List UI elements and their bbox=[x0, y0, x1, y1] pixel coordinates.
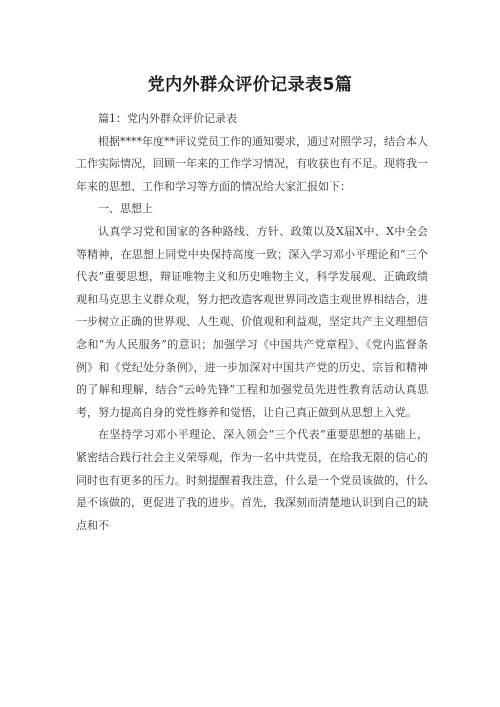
body-paragraph: 认真学习党和国家的各种路线、方针、政策以及X届X中、X中全会等精神，在思想上同党中央保持高度一致；深入学习邓小平理论和“三个代表”重要思想，辩证唯物主义和历史唯物主义，科学发展观、正确政绩观和马克思主义群众观，努力把改造客观世界同改造主观世界相结合，进一步树立正确的世界观、人生观、价值观和利益观，坚定共产主义理想信念和“为人民服务”的意识；加强学习《中国共产党章程》、《党内监督条例》和《党纪处分条例》，进一步加深对中国共产党的历史、宗旨和精神的了解和理解，结合“云岭先锋”工程和加强党员先进性教育活动认真思考，努力提高自身的党性修养和觉悟，让自己真正做到从思想上入党。 bbox=[76, 224, 428, 419]
body-paragraph: 在坚持学习邓小平理论、深入领会“三个代表”重要思想的基础上，紧密结合践行社会主义荣辱观，作为一名中共党员，在给我无限的信心的同时也有更多的压力。时刻提醒着我注意，什么是一个党员该做的，什么是不该做的，更促进了我的进步。首先，我深刻而清楚地认识到自己的缺点和不 bbox=[76, 428, 428, 532]
subsection-heading: 一、思想上 bbox=[98, 202, 153, 216]
section-heading: 篇1：党内外群众评价记录表 bbox=[98, 112, 237, 125]
document-body bbox=[76, 108, 428, 537]
intro-paragraph: 根据****年度**评议党员工作的通知要求，通过对照学习，结合本人工作实际情况，回顾一年来的工作学习情况，有收获也有不足。现将我一年来的思想、工作和学习等方面的情况给大家汇报如下： bbox=[76, 134, 428, 193]
document-title: 党内外群众评价记录表5篇 bbox=[147, 75, 353, 95]
